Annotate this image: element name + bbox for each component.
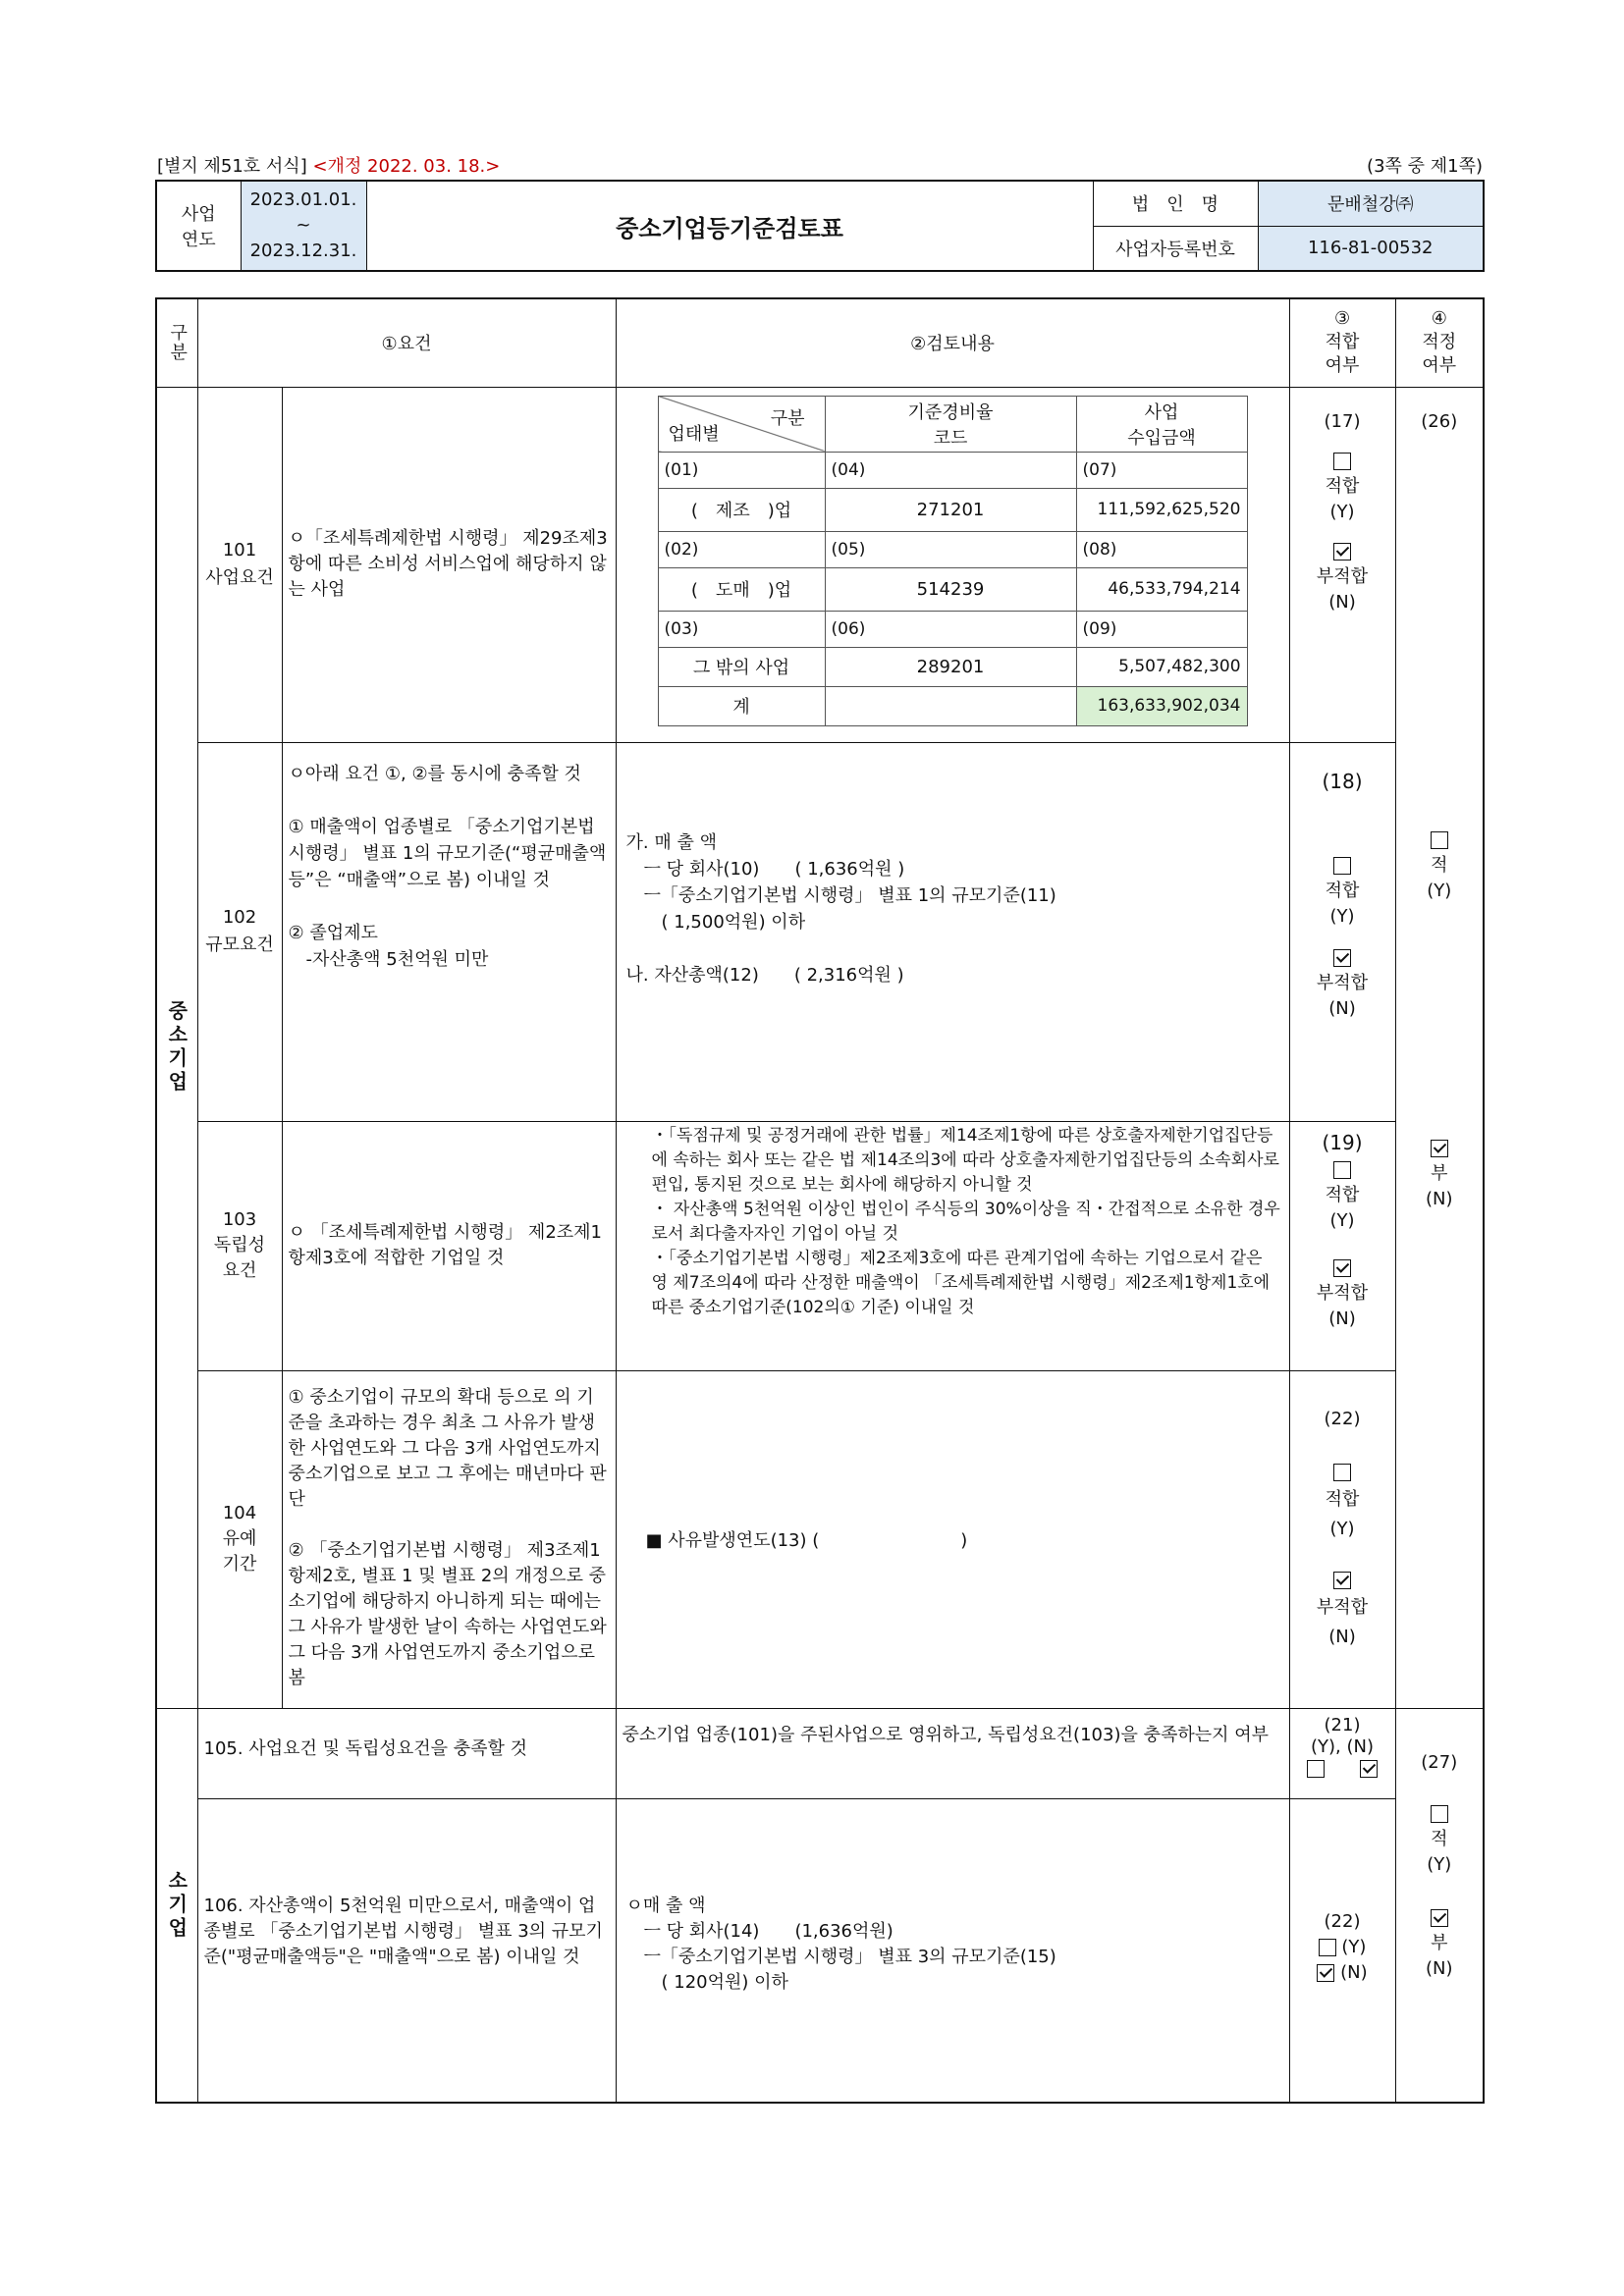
checkbox-icon[interactable] bbox=[1431, 831, 1448, 849]
checkbox-icon[interactable] bbox=[1333, 857, 1351, 875]
r102-review: 가. 매 출 액 ㅡ 당 회사(10) ( 1,636억원 ) ㅡ「중소기업기본법 시행령」 별표 1의 규모기준(11) ( 1,500억원) 이하 나. 자산총액(12) ( 2,316억원 ) bbox=[616, 742, 1289, 1121]
col-proper: ④ 적정 여부 bbox=[1395, 298, 1484, 387]
header-table bbox=[155, 180, 1485, 272]
row-no: (07) bbox=[1076, 452, 1247, 488]
form-number: [별지 제51호 서식] <개정 2022. 03. 18.> bbox=[157, 156, 501, 177]
checkbox-icon[interactable] bbox=[1333, 1161, 1351, 1179]
industry-name: 그 밖의 사업 bbox=[658, 647, 825, 686]
r103-fit: (19) 적합 (Y) 부적합 (N) bbox=[1289, 1121, 1395, 1370]
industry-amount[interactable]: 5,507,482,300 bbox=[1076, 647, 1247, 686]
checkbox-icon[interactable] bbox=[1431, 1805, 1448, 1823]
industry-code[interactable]: 514239 bbox=[825, 567, 1076, 611]
row-no: (01) bbox=[658, 452, 825, 488]
r104-requirement: ① 중소기업이 규모의 확대 등으로 의 기준을 초과하는 경우 최초 그 사유가 발생한 사업연도와 그 다음 3개 사업연도까지 중소기업으로 보고 그 후에는 매년마다 판단 ② 「중소기업기본법 시행령」 제3조제1항제2호, 별표 1 및 별표 2의 개정으로 중소기업에 해당하지 아니하게 되는 때에는 그 사유가 발생한 날이 속하는 사업연도와 그 다음 3개 사업연도까지 중소기업으로 봄 bbox=[282, 1370, 616, 1708]
checkbox-checked-icon[interactable] bbox=[1317, 1964, 1334, 1982]
revision-note: <개정 2022. 03. 18.> bbox=[312, 156, 501, 177]
row-no: (09) bbox=[1076, 611, 1247, 647]
r101-fit: (17) 적합 (Y) 부적합 (N) bbox=[1289, 387, 1395, 742]
industry-amount[interactable]: 111,592,625,520 bbox=[1076, 488, 1247, 531]
r104-fit: (22) 적합 (Y) 부적합 (N) bbox=[1289, 1370, 1395, 1708]
r105-requirement: 105. 사업요건 및 독립성요건을 충족할 것 bbox=[197, 1708, 616, 1798]
r101-label: 101 사업요건 bbox=[197, 387, 282, 742]
col-requirement: ①요건 bbox=[197, 298, 616, 387]
checkbox-checked-icon[interactable] bbox=[1333, 543, 1351, 561]
total-code-empty bbox=[825, 686, 1076, 725]
review-table bbox=[155, 297, 1485, 2104]
checkbox-checked-icon[interactable] bbox=[1360, 1760, 1378, 1778]
checkbox-icon[interactable] bbox=[1319, 1939, 1336, 1956]
page-indicator: (3쪽 중 제1쪽) bbox=[1367, 156, 1483, 177]
biz-no-label: 사업자등록번호 bbox=[1093, 226, 1258, 271]
r105-review: 중소기업 업종(101)을 주된사업으로 영위하고, 독립성요건(103)을 충족하는지 여부 bbox=[616, 1708, 1289, 1798]
col-gubun: 구분 bbox=[156, 298, 197, 387]
row-no: (04) bbox=[825, 452, 1076, 488]
row-no: (03) bbox=[658, 611, 825, 647]
total-amount: 163,633,902,034 bbox=[1076, 686, 1247, 725]
checkbox-checked-icon[interactable] bbox=[1333, 949, 1351, 967]
r102-requirement: ㅇ아래 요건 ①, ②를 동시에 충족할 것 ① 매출액이 업종별로 「중소기업기본법 시행령」 별표 1의 규모기준(“평균매출액등”은 “매출액”으로 봄) 이내일 것 ② 졸업제도 -자산총액 5천억원 미만 bbox=[282, 742, 616, 1121]
checkbox-checked-icon[interactable] bbox=[1333, 1572, 1351, 1589]
total-label: 계 bbox=[658, 686, 825, 725]
row-no: (05) bbox=[825, 531, 1076, 567]
checkbox-icon[interactable] bbox=[1333, 1464, 1351, 1481]
small-proper: (27) 적 (Y) 부 (N) bbox=[1395, 1708, 1484, 2103]
industry-name: ( 제조 )업 bbox=[658, 488, 825, 531]
form-title: 중소기업등기준검토표 bbox=[366, 181, 1093, 271]
r106-requirement: 106. 자산총액이 5천억원 미만으로서, 매출액이 업종별로 「중소기업기본법 시행령」 별표 3의 규모기준("평균매출액등"은 "매출액"으로 봄) 이내일 것 bbox=[197, 1798, 616, 2103]
row-no: (08) bbox=[1076, 531, 1247, 567]
income-header: 사업 수입금액 bbox=[1076, 396, 1247, 452]
industry-code[interactable]: 289201 bbox=[825, 647, 1076, 686]
col-fit: ③ 적합 여부 bbox=[1289, 298, 1395, 387]
r103-label: 103 독립성 요건 bbox=[197, 1121, 282, 1370]
biz-no-value[interactable]: 116-81-00532 bbox=[1258, 226, 1484, 271]
industry-name: ( 도매 )업 bbox=[658, 567, 825, 611]
r102-fit: (18) 적합 (Y) 부적합 (N) bbox=[1289, 742, 1395, 1121]
r106-fit: (22) (Y) (N) bbox=[1289, 1798, 1395, 2103]
col-review: ②검토내용 bbox=[616, 298, 1289, 387]
industry-table bbox=[658, 396, 1248, 726]
code-header: 기준경비율 코드 bbox=[825, 396, 1076, 452]
group-small: 소기업 bbox=[156, 1708, 197, 2103]
business-period: 2023.01.01. ~ 2023.12.31. bbox=[241, 181, 366, 271]
row-no: (02) bbox=[658, 531, 825, 567]
corp-name-label: 법 인 명 bbox=[1093, 181, 1258, 226]
r104-label: 104 유예 기간 bbox=[197, 1370, 282, 1708]
r103-requirement: ㅇ 「조세특례제한법 시행령」 제2조제1항제3호에 적합한 기업일 것 bbox=[282, 1121, 616, 1370]
corp-name-value[interactable]: 문배철강㈜ bbox=[1258, 181, 1484, 226]
r105-fit: (21) (Y), (N) bbox=[1289, 1708, 1395, 1798]
year-label: 사업 연도 bbox=[156, 181, 241, 271]
fit-no: (17) bbox=[1324, 410, 1361, 432]
diag-header: 구분 업태별 bbox=[658, 396, 825, 452]
r106-review: ㅇ매 출 액 ㅡ 당 회사(14) (1,636억원) ㅡ「중소기업기본법 시행령」 별표 3의 규모기준(15) ( 120억원) 이하 bbox=[616, 1798, 1289, 2103]
industry-code[interactable]: 271201 bbox=[825, 488, 1076, 531]
sme-proper: (26) 적 (Y) 부 (N) bbox=[1395, 387, 1484, 1708]
r103-review: ・「독점규제 및 공정거래에 관한 법률」제14조제1항에 따른 상호출자제한기업집단등에 속하는 회사 또는 같은 법 제14조의3에 따라 상호출자제한기업집단등의 소속회사로 편입, 통지된 것으로 보는 회사에 해당하지 아니할 것 ・ 자산총액 5천억원 이상인 법인이 주식등의 30%이상을 직・간접적으로 소유한 경우로서 최다출자자인 기업이 아닐 것 ・「중소기업기본법 시행령」제2조제3호에 따른 관계기업에 속하는 기업으로서 같은 영 제7조의4에 따라 산정한 매출액이 「조세특례제한법 시행령」제2조제1항제1호에 따른 중소기업기준(102의① 기준) 이내일 것 bbox=[616, 1121, 1289, 1370]
r102-label: 102 규모요건 bbox=[197, 742, 282, 1121]
group-sme: 중소기업 bbox=[156, 387, 197, 1708]
industry-amount[interactable]: 46,533,794,214 bbox=[1076, 567, 1247, 611]
r104-review: ■ 사유발생연도(13) ( ) bbox=[616, 1370, 1289, 1708]
checkbox-checked-icon[interactable] bbox=[1431, 1140, 1448, 1157]
checkbox-checked-icon[interactable] bbox=[1333, 1259, 1351, 1277]
checkbox-icon[interactable] bbox=[1333, 453, 1351, 470]
r101-requirement: ㅇ「조세특례제한법 시행령」 제29조제3항에 따른 소비성 서비스업에 해당하지 않는 사업 bbox=[282, 387, 616, 742]
checkbox-checked-icon[interactable] bbox=[1431, 1909, 1448, 1927]
r101-review bbox=[616, 387, 1289, 742]
row-no: (06) bbox=[825, 611, 1076, 647]
checkbox-icon[interactable] bbox=[1307, 1760, 1325, 1778]
